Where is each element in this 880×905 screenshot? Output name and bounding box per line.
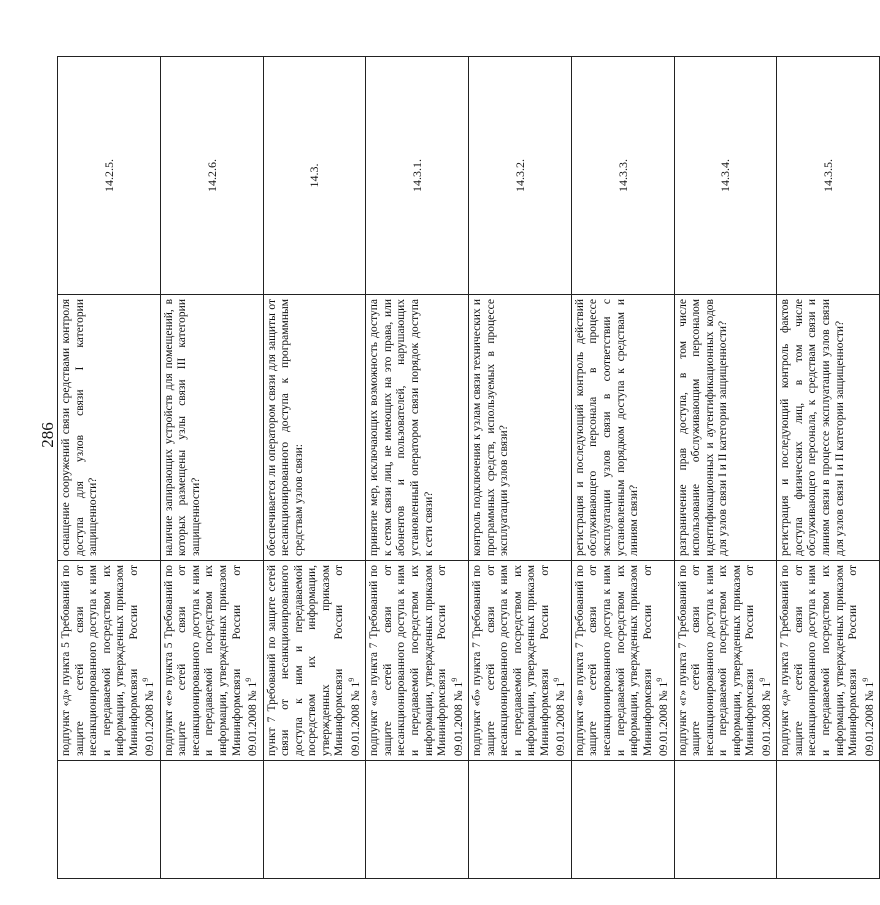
reference-text: подпункт «е» пункта 5 Требований по защите сетей связи от несанкционированного доступа к ним и передаваемой посредством их информации, утвержденных приказом Мининформсвязи России от 09.01.2008 № 1 [162,565,259,756]
footnote-marker: 9 [552,677,562,682]
reference-text: подпункт «в» пункта 7 Требований по защите сетей связи от несанкционированного доступа к ним и передаваемой посредством их информации, утвержденных приказом Мининформсвязи России от 09.01.2008 № 1 [573,565,671,756]
requirement-cell: наличие запирающих устройств для помещений, в которых размещены узлы связи III категории защищенности? [160,295,263,561]
item-number-cell: 14.3. [263,57,366,295]
table-row [777,57,880,879]
notes-cell [263,761,366,879]
item-number-cell: 14.3.4. [674,57,777,295]
notes-cell [469,761,572,879]
rotated-table-container [57,57,876,879]
reference-cell [366,561,469,761]
notes-cell [571,761,674,879]
table-row [58,57,161,879]
requirement-cell: регистрация и последующий контроль фактов доступа физических лиц, в том числе обслуживающего персонала, к средствам связи и линиям связи в процессе эксплуатации узлов связи для узлов связи I и II категории защищенности? [777,295,880,561]
footnote-marker: 9 [244,677,254,682]
footnote-marker: 9 [141,677,151,682]
item-number-cell: 14.3.2. [469,57,572,295]
notes-cell [58,761,161,879]
requirement-cell: оснащение сооружений связи средствами контроля доступа для узлов связи I категории защищенности? [58,295,161,561]
requirements-table [57,56,880,879]
item-number-cell: 14.3.3. [571,57,674,295]
item-number-cell: 14.3.1. [366,57,469,295]
table-row [469,57,572,879]
reference-text: подпункт «б» пункта 7 Требований по защите сетей связи от несанкционированного доступа к ним и передаваемой посредством их информации, утвержденных приказом Мининформсвязи России от 09.01.2008 № 1 [471,565,568,756]
reference-cell [571,561,674,761]
item-number-cell: 14.3.5. [777,57,880,295]
footnote-marker: 9 [449,677,459,682]
reference-cell [469,561,572,761]
footnote-marker: 9 [346,677,356,682]
reference-text: подпункт «д» пункта 7 Требований по защите сетей связи от несанкционированного доступа к ним и передаваемой посредством их информации, утвержденных приказом Мининформсвязи России от 09.01.2008 № 1 [779,565,876,756]
reference-cell [58,561,161,761]
reference-text: подпункт «а» пункта 7 Требований по защите сетей связи от несанкционированного доступа к ним и передаваемой посредством их информации, утвержденных приказом Мининформсвязи России от 09.01.2008 № 1 [368,565,465,756]
reference-cell [263,561,366,761]
reference-cell [777,561,880,761]
requirement-cell: обеспечивается ли оператором связи для защиты от несанкционированного доступа к программным средствам узлов связи: [263,295,366,561]
reference-text: пункт 7 Требований по защите сетей связи от несанкционированного доступа к ним и передаваемой посредством их информации, утвержденных приказом Мининформсвязи России от 09.01.2008 № 1 [265,565,362,756]
notes-cell [160,761,263,879]
requirement-cell: принятие мер, исключающих возможность доступа к сетям связи лиц, не имеющих на это права, или абонентов и пользователей, нарушающих установленный оператором связи порядок доступа к сети связи? [366,295,469,561]
requirement-cell: регистрация и последующий контроль действий обслуживающего персонала в процессе эксплуатации узлов связи в соответствии с установленным порядком доступа к средствам и линиям связи? [571,295,674,561]
item-number-cell: 14.2.5. [58,57,161,295]
table-wrapper [57,57,876,879]
item-number-cell: 14.2.6. [160,57,263,295]
notes-cell [366,761,469,879]
reference-text: подпункт «д» пункта 5 Требований по защите сетей связи от несанкционированного доступа к ним и передаваемой посредством их информации, утвержденных приказом Мининформсвязи России от 09.01.2008 № 1 [60,565,157,756]
table-row [366,57,469,879]
reference-text: подпункт «г» пункта 7 Требований по защите сетей связи от несанкционированного доступа к ним и передаваемой посредством их информации, утвержденных приказом Мининформсвязи России от 09.01.2008 № 1 [676,565,773,756]
notes-cell [777,761,880,879]
notes-cell [674,761,777,879]
requirement-cell: разграничение прав доступа, в том числе использование обслуживающим персоналом идентификационных и аутентификационных кодов для узлов связи I и II категории защищенности? [674,295,777,561]
table-row [160,57,263,879]
table-row [263,57,366,879]
table-row [571,57,674,879]
footnote-marker: 9 [757,677,767,682]
footnote-marker: 9 [860,677,870,682]
requirement-cell: контроль подключения к узлам связи технических и программных средств, используемых в процессе эксплуатации узлов связи? [469,295,572,561]
footnote-marker: 9 [655,677,665,682]
reference-cell [160,561,263,761]
reference-cell [674,561,777,761]
table-row [674,57,777,879]
page-number: 286 [38,422,57,448]
